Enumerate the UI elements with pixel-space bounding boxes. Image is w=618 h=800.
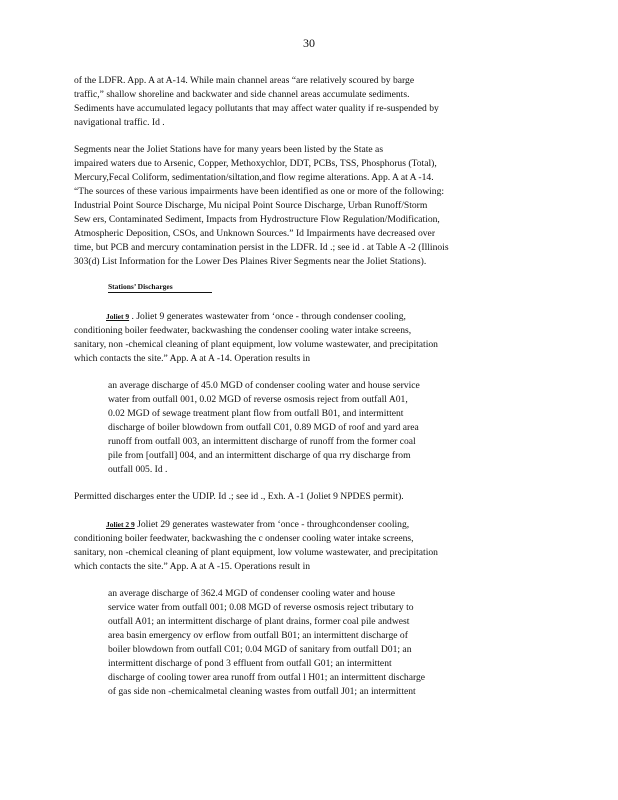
paragraph-ldfr-sediments: [74, 74, 530, 130]
paragraph-joliet-9: [74, 310, 530, 366]
text-line: Atmospheric Deposition, CSOs, and Unknown Sources.” Id Impairments have decreased over: [74, 228, 436, 239]
text-line: Sediments have accumulated legacy pollutants that may affect water quality if re-suspended by: [74, 103, 439, 114]
text-line: outfall 005. Id .: [108, 464, 168, 475]
text-line: intermittent discharge of pond 3 effluent from outfall G01; an intermittent: [108, 658, 392, 669]
text-line: sanitary, non -chemical cleaning of plant equipment, low volume wastewater, and precipitation: [74, 339, 438, 350]
text-line: boiler blowdown from outfall C01; 0.04 MGD of sanitary from outfall D01; an: [108, 644, 412, 655]
text-line: sanitary, non -chemical cleaning of plant equipment, low volume wastewater, and precipitation: [74, 547, 438, 558]
text-line: which contacts the site.” App. A at A -14. Operation results in: [74, 353, 311, 364]
text-line: Permitted discharges enter the UDIP. Id .; see id ., Exh. A -1 (Joliet 9 NPDES permit).: [74, 491, 404, 502]
text-line: water from outfall 001, 0.02 MGD of reverse osmosis reject from outfall A01,: [108, 394, 408, 405]
text-line-content: Joliet 29 generates wastewater from ‘once - throughcondenser cooling,: [134, 519, 410, 530]
text-line: 303(d) List Information for the Lower Des Plaines River Segments near the Joliet Stations).: [74, 256, 427, 267]
text-line-content: . Joliet 9 generates wastewater from ‘once - through condenser cooling,: [129, 311, 406, 322]
text-line: conditioning boiler feedwater, backwashing the condenser cooling water intake screens,: [74, 325, 412, 336]
text-line: of gas side non -chemicalmetal cleaning wastes from outfall J01; an intermittent: [108, 686, 416, 697]
text-line: Mercury,Fecal Coliform, sedimentation/siltation,and flow regime alterations. App. A at A -14.: [74, 172, 434, 183]
text-line: time, but PCB and mercury contamination persist in the LDFR. Id .; see id . at Table A -2 (Illinois: [74, 242, 449, 253]
text-line: runoff from outfall 003, an intermittent discharge of runoff from the former coal: [108, 436, 416, 447]
joliet-9-label: Joliet 9: [106, 312, 130, 321]
text-line: service water from outfall 001; 0.08 MGD of reverse osmosis reject tributary to: [108, 602, 414, 613]
text-line: Sew ers, Contaminated Sediment, Impacts from Hydrostructure Flow Regulation/Modification,: [74, 214, 440, 225]
paragraph-joliet-29: [74, 518, 530, 574]
text-line: pile from [outfall] 004, and an intermittent discharge of qua rry discharge from: [108, 450, 411, 461]
text-line: discharge of boiler blowdown from outfall C01, 0.89 MGD of roof and yard area: [108, 422, 419, 433]
text-line: 0.02 MGD of sewage treatment plant flow from outfall B01, and intermittent: [108, 408, 404, 419]
text-line: an average discharge of 45.0 MGD of condenser cooling water and house service: [108, 380, 420, 391]
text-line: navigational traffic. Id .: [74, 117, 165, 128]
paragraph-impairments: [74, 143, 530, 269]
text-line: [74, 518, 530, 532]
section-heading: Stations’ Discharges: [108, 282, 212, 293]
text-line: of the LDFR. App. A at A-14. While main channel areas “are relatively scoured by barge: [74, 75, 415, 86]
block-quote-joliet-29: [108, 587, 498, 699]
text-line: area basin emergency ov erflow from outfall B01; an intermittent discharge of: [108, 630, 408, 641]
text-line: conditioning boiler feedwater, backwashing the c ondenser cooling water intake screens,: [74, 533, 414, 544]
block-quote-joliet-9: [108, 379, 498, 477]
text-line: outfall A01; an intermittent discharge of plant drains, former coal pile andwest: [108, 616, 410, 627]
text-line: discharge of cooling tower area runoff from outfal l H01; an intermittent discharge: [108, 672, 426, 683]
page-number: 30: [303, 36, 315, 50]
text-line: Segments near the Joliet Stations have for many years been listed by the State as: [74, 144, 384, 155]
joliet-29-label: Joliet 2 9: [106, 520, 135, 529]
text-line: “The sources of these various impairments have been identified as one or more of the following:: [74, 186, 445, 197]
text-line: which contacts the site.” App. A at A -15. Operations result in: [74, 561, 311, 572]
paragraph-permitted-discharges: [74, 490, 530, 504]
text-line: traffic,” shallow shoreline and backwater and side channel areas accumulate sediments.: [74, 89, 410, 100]
text-line: impaired waters due to Arsenic, Copper, Methoxychlor, DDT, PCBs, TSS, Phosphorus (Total),: [74, 158, 437, 169]
text-line: Industrial Point Source Discharge, Mu nicipal Point Source Discharge, Urban Runoff/Storm: [74, 200, 428, 211]
text-line: an average discharge of 362.4 MGD of condenser cooling water and house: [108, 588, 396, 599]
text-line: [74, 310, 530, 324]
